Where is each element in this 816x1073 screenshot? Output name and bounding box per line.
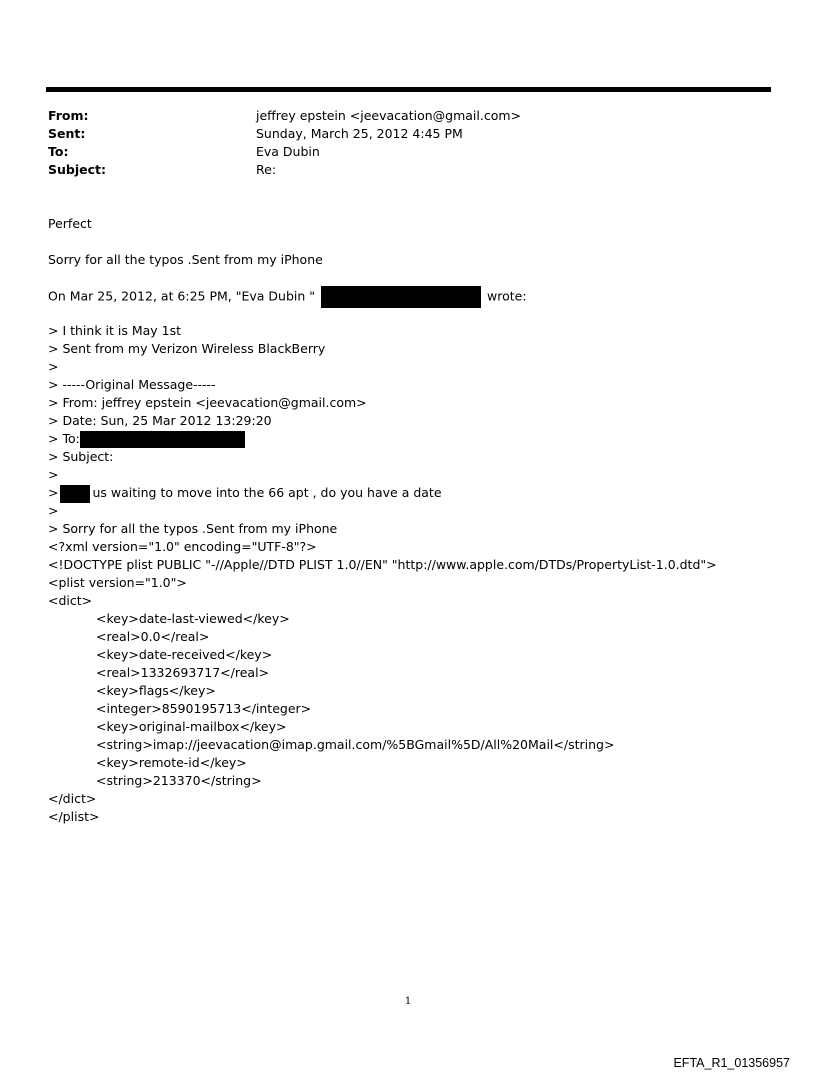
- quoted-line: >: [48, 359, 59, 374]
- plist-line: <real>1332693717</real>: [96, 665, 270, 680]
- quoted-line: > Date: Sun, 25 Mar 2012 13:29:20: [48, 413, 272, 428]
- page-number: 1: [404, 996, 412, 1007]
- body-line: Perfect: [48, 216, 92, 231]
- quoted-line: [48, 430, 245, 448]
- quoted-to-label: > To:: [48, 431, 80, 446]
- attribution-line: [48, 286, 527, 308]
- plist-line: </plist>: [48, 809, 100, 824]
- plist-line: <dict>: [48, 593, 93, 608]
- plist-line: <key>date-received</key>: [96, 647, 273, 662]
- plist-line: <string>213370</string>: [96, 773, 262, 788]
- plist-line: </dict>: [48, 791, 97, 806]
- quoted-line: >: [48, 503, 59, 518]
- plist-line: <real>0.0</real>: [96, 629, 210, 644]
- attribution-text: On Mar 25, 2012, at 6:25 PM, "Eva Dubin ": [48, 288, 316, 304]
- quoted-line: [48, 484, 442, 503]
- plist-line: <key>flags</key>: [96, 683, 216, 698]
- to-value: Eva Dubin: [256, 144, 320, 159]
- quoted-line: > Sent from my Verizon Wireless BlackBerry: [48, 341, 326, 356]
- plist-line: <key>remote-id</key>: [96, 755, 247, 770]
- plist-line: <integer>8590195713</integer>: [96, 701, 312, 716]
- plist-line: <plist version="1.0">: [48, 575, 187, 590]
- from-label: From:: [48, 108, 89, 123]
- bates-number: EFTA_R1_01356957: [673, 1056, 790, 1070]
- sent-label: Sent:: [48, 126, 86, 141]
- plist-line: <!DOCTYPE plist PUBLIC "-//Apple//DTD PLIST 1.0//EN" "http://www.apple.com/DTDs/PropertyList-1.0.dtd">: [48, 557, 717, 572]
- plist-line: <?xml version="1.0" encoding="UTF-8"?>: [48, 539, 317, 554]
- subject-value: Re:: [256, 162, 277, 177]
- quoted-line: > From: jeffrey epstein <jeevacation@gmail.com>: [48, 395, 367, 410]
- redaction-box: [60, 485, 90, 503]
- plist-line: <key>original-mailbox</key>: [96, 719, 287, 734]
- body-line: Sorry for all the typos .Sent from my iPhone: [48, 252, 323, 267]
- plist-line: <key>date-last-viewed</key>: [96, 611, 290, 626]
- header-rule: [46, 87, 771, 92]
- quoted-line: >: [48, 467, 59, 482]
- redaction-box: [80, 431, 245, 448]
- quoted-text: us waiting to move into the 66 apt , do you have a date: [92, 485, 442, 500]
- attribution-wrote: wrote:: [487, 288, 527, 304]
- quoted-line: > -----Original Message-----: [48, 377, 216, 392]
- subject-label: Subject:: [48, 162, 106, 177]
- quoted-prefix: >: [48, 485, 59, 500]
- quoted-line: > I think it is May 1st: [48, 323, 182, 338]
- quoted-line: > Sorry for all the typos .Sent from my iPhone: [48, 521, 338, 536]
- plist-line: <string>imap://jeevacation@imap.gmail.com/%5BGmail%5D/All%20Mail</string>: [96, 737, 615, 752]
- quoted-line: > Subject:: [48, 449, 114, 464]
- to-label: To:: [48, 144, 69, 159]
- sent-value: Sunday, March 25, 2012 4:45 PM: [256, 126, 463, 141]
- redaction-box: [321, 286, 481, 308]
- from-value: jeffrey epstein <jeevacation@gmail.com>: [256, 108, 522, 123]
